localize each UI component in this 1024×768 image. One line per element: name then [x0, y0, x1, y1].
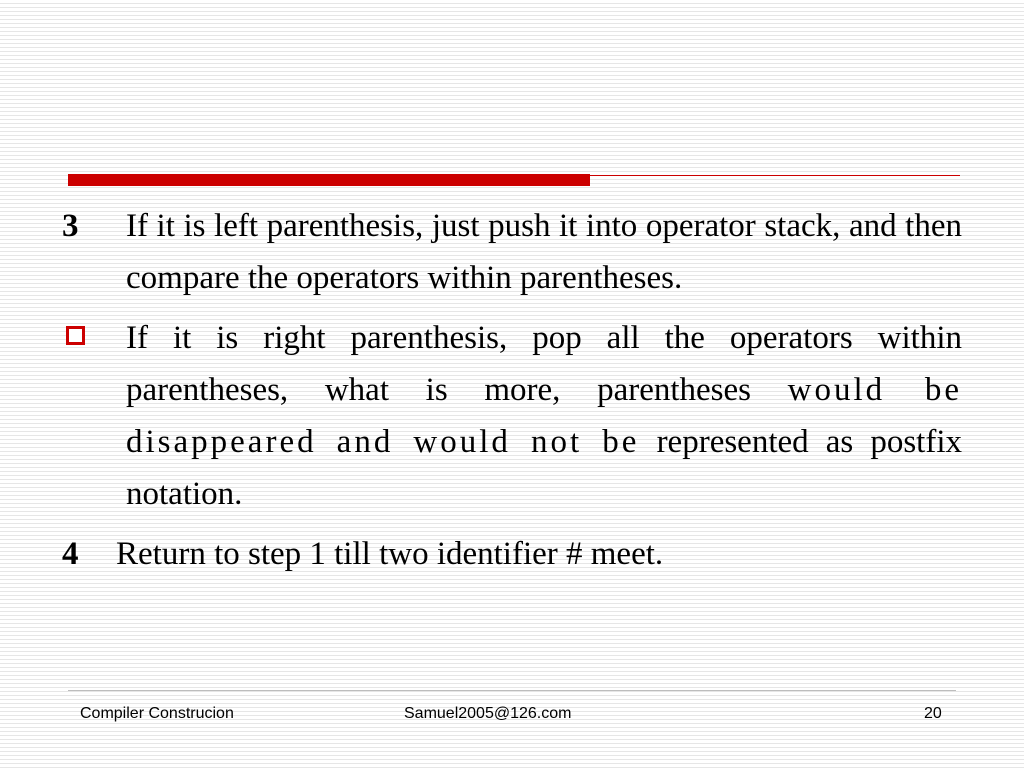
footer-course-title: Compiler Construcion — [80, 705, 234, 722]
step-4-paragraph — [62, 528, 962, 580]
slide-content — [62, 200, 962, 588]
bullet-line-4: represented as postfix notation. — [126, 424, 962, 512]
checkbox-icon — [66, 326, 85, 345]
step-3-text: If it is left parenthesis, just push it into operator stack, and then compare the operators within parentheses. — [126, 208, 962, 296]
bullet-paragraph — [62, 312, 962, 520]
title-accent-bar — [68, 174, 590, 186]
step-3-paragraph — [62, 200, 962, 304]
title-divider-line — [590, 175, 960, 176]
footer-email: Samuel2005@126.com — [404, 705, 572, 722]
bullet-line-3: would be disappeared and would not be — [126, 372, 962, 460]
step-4-number: 4 — [62, 536, 79, 572]
step-4-text: Return to step 1 till two identifier # meet. — [116, 536, 664, 572]
step-3-number: 3 — [62, 208, 79, 244]
footer-divider — [68, 690, 956, 691]
bullet-line-2: within parentheses, what is more, parentheses — [126, 320, 962, 408]
bullet-line-1: If it is right parenthesis, pop all the operators — [126, 320, 853, 356]
footer-page-number: 20 — [924, 705, 942, 722]
